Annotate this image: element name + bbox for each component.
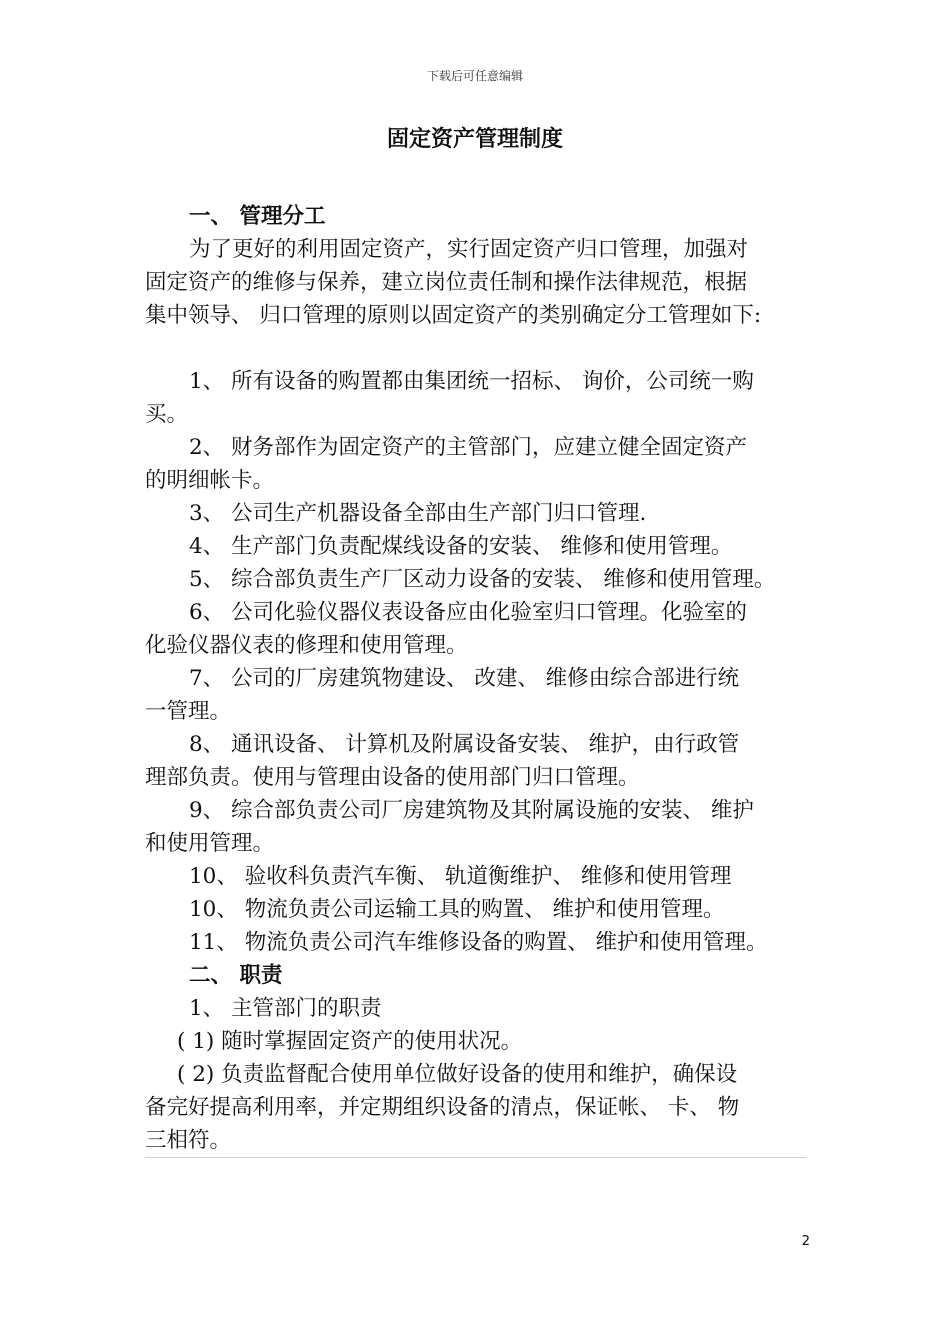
intro-line: 集中领导、 归口管理的原则以固定资产的类别确定分工管理如下: bbox=[145, 303, 762, 328]
duty-point-line: 三相符。 bbox=[145, 1128, 232, 1153]
list-item-line: 9、 综合部负责公司厂房建筑物及其附属设施的安装、 维护 bbox=[189, 798, 754, 823]
list-item-line: 理部负责。使用与管理由设备的使用部门归口管理。 bbox=[145, 765, 640, 790]
list-item-line: 2、 财务部作为固定资产的主管部门，应建立健全固定资产 bbox=[189, 435, 748, 460]
duty-point-line: ( 2) 负责监督配合使用单位做好设备的使用和维护，确保设 bbox=[177, 1062, 738, 1087]
list-item-line: 11、 物流负责公司汽车维修设备的购置、 维护和使用管理。 bbox=[189, 930, 768, 955]
list-item-line: 一管理。 bbox=[145, 699, 232, 724]
duty-point-line: 备完好提高利用率，并定期组织设备的清点，保证帐、 卡、 物 bbox=[145, 1095, 740, 1120]
list-item-line: 4、 生产部门负责配煤线设备的安装、 维修和使用管理。 bbox=[189, 534, 733, 559]
list-item-line: 8、 通讯设备、 计算机及附属设备安装、 维护，由行政管 bbox=[189, 732, 740, 757]
page-number: 2 bbox=[801, 1234, 810, 1249]
list-item-line: 7、 公司的厂房建筑物建设、 改建、 维修由综合部进行统 bbox=[189, 666, 740, 691]
document-title: 固定资产管理制度 bbox=[386, 127, 563, 152]
list-item-line: 1、 所有设备的购置都由集团统一招标、 询价，公司统一购 bbox=[189, 369, 754, 394]
subsection-heading: 1、 主管部门的职责 bbox=[189, 996, 382, 1021]
list-item-line: 10、 物流负责公司运输工具的购置、 维护和使用管理。 bbox=[189, 897, 725, 922]
footer-divider bbox=[145, 1157, 806, 1158]
intro-line: 为了更好的利用固定资产，实行固定资产归口管理，加强对 bbox=[189, 237, 749, 262]
header-note: 下载后可任意编辑 bbox=[426, 69, 523, 83]
list-item-line: 和使用管理。 bbox=[145, 831, 275, 856]
section-heading-division: 一、 管理分工 bbox=[189, 204, 326, 229]
section-heading-duties: 二、 职责 bbox=[189, 963, 283, 988]
duty-point-line: ( 1) 随时掌握固定资产的使用状况。 bbox=[177, 1029, 523, 1054]
blank-spacer bbox=[145, 332, 810, 365]
list-item-line: 的明细帐卡。 bbox=[145, 468, 275, 493]
intro-line: 固定资产的维修与保养，建立岗位责任制和操作法律规范，根据 bbox=[145, 270, 748, 295]
list-item-line: 化验仪器仪表的修理和使用管理。 bbox=[145, 633, 468, 658]
document-body bbox=[145, 200, 810, 1157]
list-item-line: 6、 公司化验仪器仪表设备应由化验室归口管理。化验室的 bbox=[189, 600, 748, 625]
list-item-line: 10、 验收科负责汽车衡、 轨道衡维护、 维修和使用管理 bbox=[189, 864, 732, 889]
list-item-line: 5、 综合部负责生产厂区动力设备的安装、 维修和使用管理。 bbox=[189, 567, 776, 592]
list-item-line: 3、 公司生产机器设备全部由生产部门归口管理. bbox=[189, 501, 647, 526]
list-item-line: 买。 bbox=[145, 402, 189, 427]
